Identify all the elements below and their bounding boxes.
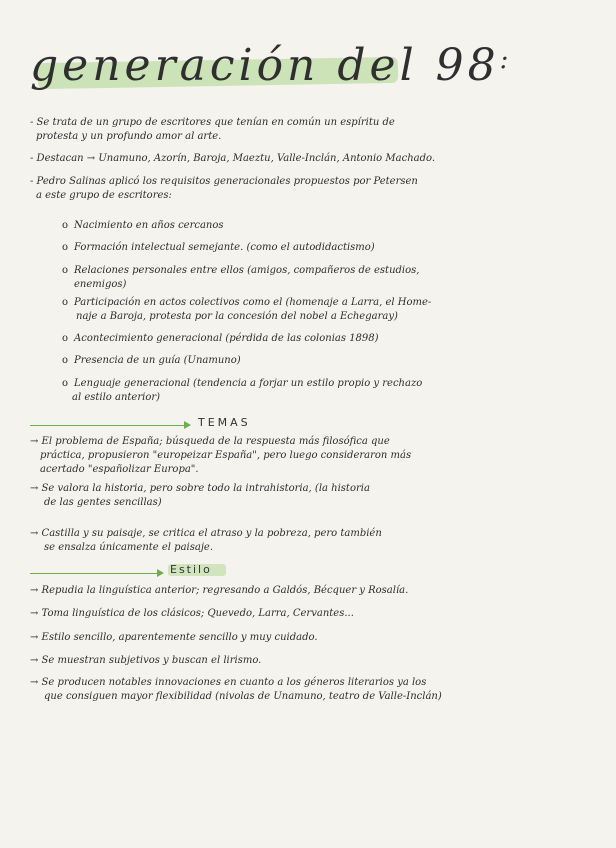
requisito-item [62,264,419,278]
requisito-continuation: enemigos) [74,279,127,290]
page-title [30,40,512,91]
page-title-colon: : [499,45,513,75]
tema-line: de las gentes sencillas) [44,497,162,508]
requisito-text: Nacimiento en años cercanos [74,220,224,231]
bullet-icon: o [62,242,69,253]
estilo-line: → Repudia la linguística anterior; regresando a Galdós, Bécquer y Rosalía. [30,585,409,596]
estilo-heading: Estilo [170,563,212,576]
bullet-icon: o [62,297,69,308]
requisito-item [62,241,375,255]
title-block [24,36,544,126]
requisito-item [62,219,224,233]
bullet-icon: o [62,378,69,389]
intro-line-3: - Destacan → Unamuno, Azorín, Baroja, Maeztu, Valle-Inclán, Antonio Machado. [30,153,436,164]
requisito-text: Participación en actos colectivos como el (homenaje a Larra, el Home- [74,297,432,308]
estilo-divider-line [30,573,158,574]
page-title-text: generación del 98 [30,40,500,91]
bullet-icon: o [62,220,69,231]
estilo-line: → Se producen notables innovaciones en cuanto a los géneros literarios ya los [30,677,427,688]
intro-line-5: a este grupo de escritores: [36,190,172,201]
requisito-item [62,354,241,368]
requisito-continuation: naje a Baroja, protesta por la concesión del nobel a Echegaray) [76,311,398,322]
tema-line: → Se valora la historia, pero sobre todo la intrahistoria, (la historia [30,483,370,494]
requisito-text: Lenguaje generacional (tendencia a forjar un estilo propio y rechazo [74,378,423,389]
tema-line: se ensalza únicamente el paisaje. [44,542,214,553]
intro-line-2: protesta y un profundo amor al arte. [36,131,222,142]
estilo-line: que consiguen mayor flexibilidad (nivolas de Unamuno, teatro de Valle-Inclán) [44,691,442,702]
temas-divider-line [30,425,185,426]
requisito-continuation: al estilo anterior) [72,392,161,403]
tema-line: acertado "españolizar Europa". [40,464,199,475]
intro-line-1: - Se trata de un grupo de escritores que tenían en común un espíritu de [30,117,395,128]
requisito-text: Formación intelectual semejante. (como el autodidactismo) [74,242,375,253]
arrow-right-icon [157,569,164,577]
requisito-text: Relaciones personales entre ellos (amigos, compañeros de estudios, [74,265,420,276]
requisito-item [62,377,422,391]
requisito-text: Presencia de un guía (Unamuno) [74,355,241,366]
requisito-text: Acontecimiento generacional (pérdida de las colonias 1898) [74,333,379,344]
tema-line: práctica, propusieron "europeizar España", pero luego consideraron más [40,450,412,461]
bullet-icon: o [62,355,69,366]
intro-line-4: - Pedro Salinas aplicó los requisitos generacionales propuestos por Petersen [30,176,418,187]
estilo-line: → Se muestran subjetivos y buscan el lirismo. [30,655,262,666]
tema-line: → El problema de España; búsqueda de la respuesta más filosófica que [30,436,390,447]
requisito-item [62,332,379,346]
arrow-right-icon [184,421,191,429]
estilo-line: → Toma linguística de los clásicos; Quevedo, Larra, Cervantes... [30,608,354,619]
requisito-item [62,296,431,310]
temas-heading: TEMAS [198,416,251,429]
estilo-line: → Estilo sencillo, aparentemente sencillo y muy cuidado. [30,632,318,643]
bullet-icon: o [62,333,69,344]
tema-line: → Castilla y su paisaje, se critica el atraso y la pobreza, pero también [30,528,382,539]
bullet-icon: o [62,265,69,276]
